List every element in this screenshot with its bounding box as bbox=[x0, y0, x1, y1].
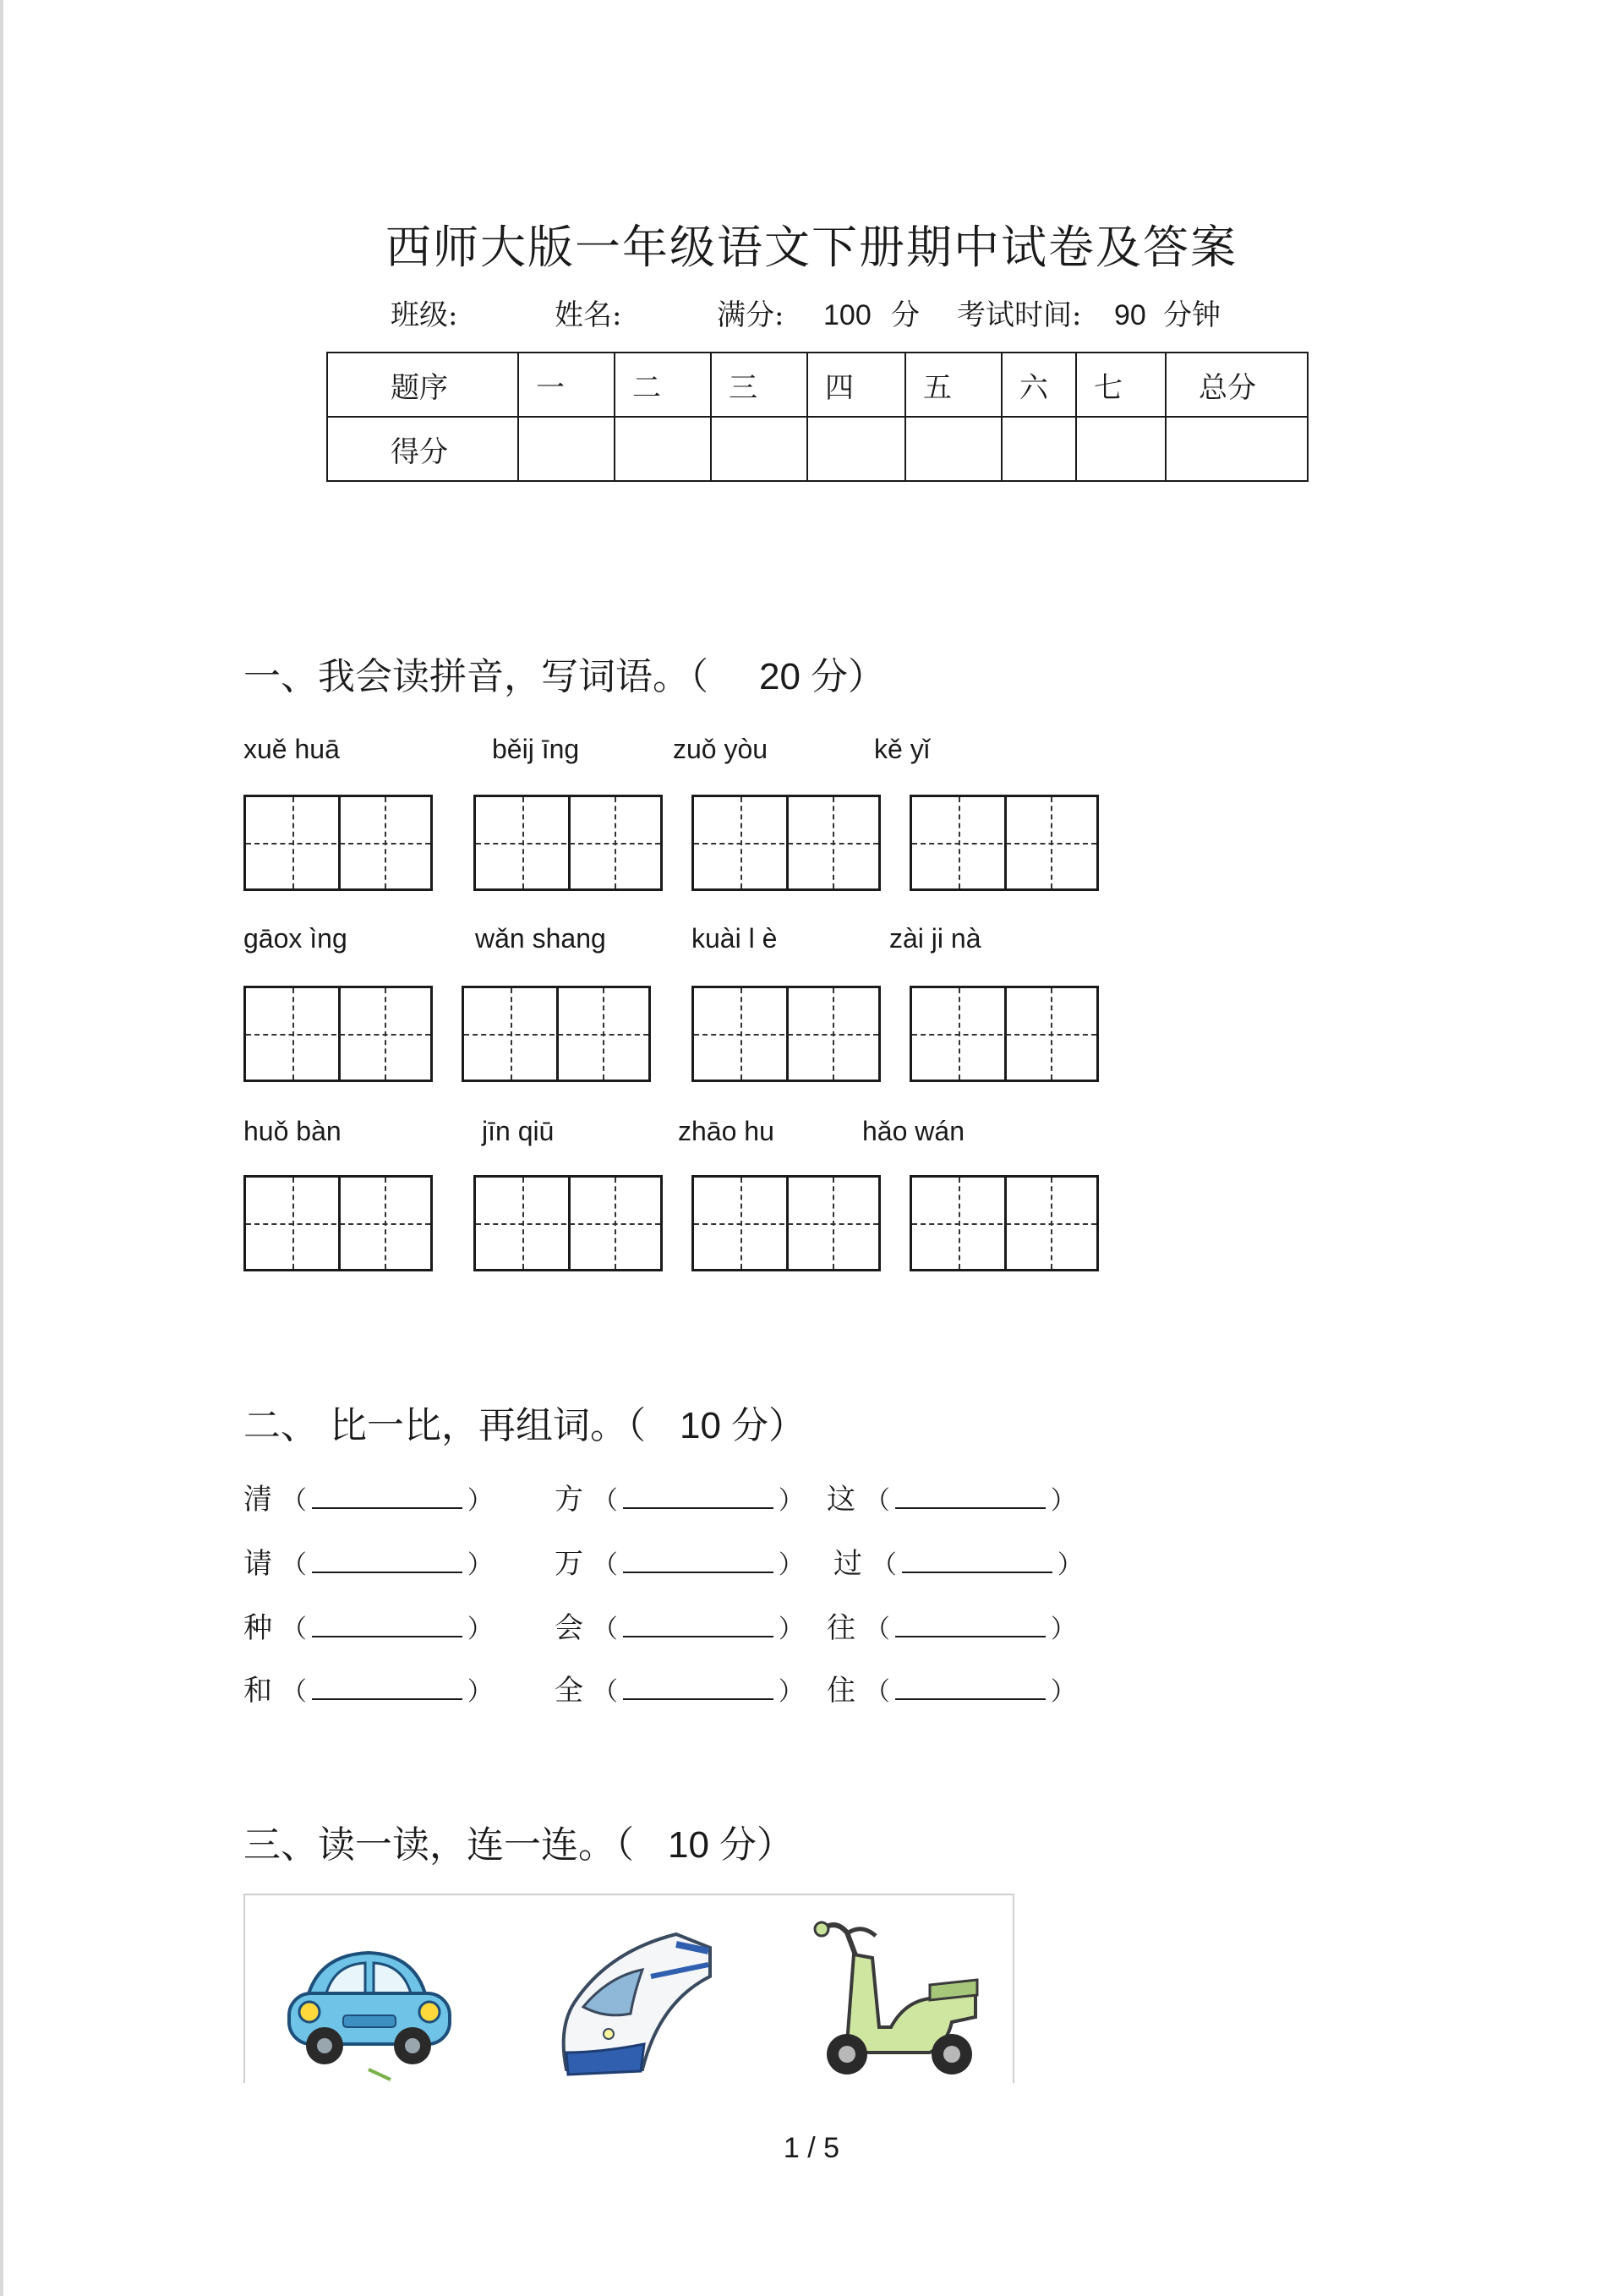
section1-unit: 分） bbox=[810, 655, 885, 698]
score-col-1: 一 bbox=[518, 353, 615, 417]
class-label: 班级: bbox=[391, 298, 458, 332]
compare-char: 请 bbox=[243, 1547, 272, 1581]
section2-unit: 分） bbox=[730, 1404, 806, 1447]
pinyin-9: huǒ bàn bbox=[243, 1116, 342, 1146]
answer-blank[interactable] bbox=[623, 1485, 773, 1509]
writing-grid[interactable] bbox=[243, 795, 433, 891]
compare-char: 住 bbox=[827, 1674, 855, 1708]
pinyin-10: jīn qiū bbox=[482, 1116, 555, 1146]
pinyin-3: zuǒ yòu bbox=[673, 734, 768, 764]
score-cell[interactable] bbox=[905, 417, 1002, 481]
answer-blank[interactable] bbox=[312, 1550, 462, 1573]
pinyin-5: gāox ìng bbox=[243, 923, 347, 954]
compare-item: 种 （ ） bbox=[243, 1611, 493, 1645]
section1-title-text: 一、我会读拼音，写词语。（ bbox=[243, 655, 708, 698]
writing-grid[interactable] bbox=[473, 795, 663, 891]
compare-item: 请 （ ） bbox=[243, 1547, 493, 1581]
answer-blank[interactable] bbox=[623, 1614, 773, 1637]
time-label: 考试时间: bbox=[957, 298, 1082, 332]
score-cell[interactable] bbox=[1002, 417, 1076, 481]
compare-item: 住 （ ） bbox=[827, 1674, 1076, 1708]
section2-points: 10 bbox=[680, 1405, 721, 1446]
pinyin-1: xuě huā bbox=[243, 734, 340, 764]
compare-item: 清 （ ） bbox=[243, 1483, 493, 1517]
answer-blank[interactable] bbox=[623, 1550, 773, 1573]
page-edge bbox=[0, 0, 3, 2296]
compare-char: 清 bbox=[243, 1483, 272, 1517]
compare-item: 往 （ ） bbox=[827, 1611, 1076, 1645]
pinyin-8: zài ji nà bbox=[889, 923, 981, 954]
compare-char: 往 bbox=[827, 1611, 855, 1645]
score-cell[interactable] bbox=[518, 417, 615, 481]
section3-title bbox=[243, 1814, 794, 1868]
compare-char: 方 bbox=[555, 1483, 583, 1517]
time-unit: 分钟 bbox=[1163, 298, 1221, 332]
compare-char: 会 bbox=[555, 1611, 583, 1645]
answer-blank[interactable] bbox=[312, 1614, 462, 1637]
writing-grid[interactable] bbox=[910, 986, 1099, 1082]
time-value: 90 bbox=[1114, 299, 1146, 331]
score-col-total: 总分 bbox=[1166, 353, 1308, 417]
pinyin-7: kuài l è bbox=[691, 923, 778, 954]
compare-char: 万 bbox=[555, 1547, 583, 1581]
pinyin-11: zhāo hu bbox=[678, 1116, 774, 1146]
name-label: 姓名: bbox=[555, 298, 622, 332]
scooter-picture[interactable] bbox=[803, 1917, 989, 2083]
picture-panel bbox=[243, 1894, 1014, 2083]
score-col-2: 二 bbox=[615, 353, 711, 417]
answer-blank[interactable] bbox=[312, 1676, 462, 1700]
pinyin-6: wǎn shang bbox=[475, 923, 606, 954]
section1-points: 20 bbox=[759, 656, 801, 697]
compare-item: 方 （ ） bbox=[555, 1483, 804, 1517]
compare-item: 和 （ ） bbox=[243, 1674, 493, 1708]
compare-item: 过 （ ） bbox=[833, 1547, 1083, 1581]
writing-grid[interactable] bbox=[243, 986, 433, 1082]
writing-grid[interactable] bbox=[691, 795, 881, 891]
section2-title bbox=[243, 1395, 806, 1449]
section3-points: 10 bbox=[668, 1824, 709, 1866]
pinyin-2: běij īng bbox=[492, 734, 580, 764]
full-score-unit: 分 bbox=[891, 298, 920, 332]
compare-char: 过 bbox=[833, 1547, 862, 1581]
compare-char: 和 bbox=[243, 1674, 272, 1708]
answer-blank[interactable] bbox=[902, 1550, 1052, 1573]
answer-blank[interactable] bbox=[895, 1676, 1046, 1700]
exam-meta bbox=[0, 296, 1623, 335]
score-cell[interactable] bbox=[615, 417, 711, 481]
full-score-label: 满分: bbox=[717, 298, 784, 332]
full-score-value: 100 bbox=[823, 299, 872, 331]
writing-grid[interactable] bbox=[691, 986, 881, 1082]
score-header-label: 题序 bbox=[327, 353, 518, 417]
score-col-6: 六 bbox=[1002, 353, 1076, 417]
compare-char: 全 bbox=[555, 1674, 583, 1708]
score-cell[interactable] bbox=[807, 417, 905, 481]
score-col-5: 五 bbox=[905, 353, 1002, 417]
train-picture[interactable] bbox=[549, 1926, 719, 2083]
score-table-score-row bbox=[327, 417, 1308, 481]
car-picture[interactable] bbox=[276, 1938, 462, 2081]
answer-blank[interactable] bbox=[895, 1614, 1046, 1637]
answer-blank[interactable] bbox=[623, 1676, 773, 1700]
compare-item: 这 （ ） bbox=[827, 1483, 1076, 1517]
writing-grid[interactable] bbox=[243, 1175, 433, 1271]
writing-grid[interactable] bbox=[462, 986, 651, 1082]
compare-item: 万 （ ） bbox=[555, 1547, 804, 1581]
score-cell[interactable] bbox=[711, 417, 807, 481]
page-title: 西师大版一年级语文下册期中试卷及答案 bbox=[385, 221, 1238, 274]
writing-grid[interactable] bbox=[910, 795, 1099, 891]
compare-char: 这 bbox=[827, 1483, 855, 1517]
section3-title-text: 三、读一读，连一连。（ bbox=[243, 1823, 634, 1867]
pinyin-4: kě yǐ bbox=[874, 734, 930, 764]
page-number: 1 / 5 bbox=[783, 2132, 840, 2164]
answer-blank[interactable] bbox=[895, 1485, 1046, 1509]
writing-grid[interactable] bbox=[910, 1175, 1099, 1271]
answer-blank[interactable] bbox=[312, 1485, 462, 1509]
score-table-header-row bbox=[327, 353, 1308, 417]
score-row-label: 得分 bbox=[327, 417, 518, 481]
score-table bbox=[326, 352, 1309, 482]
score-col-7: 七 bbox=[1076, 353, 1166, 417]
writing-grid[interactable] bbox=[691, 1175, 881, 1271]
score-col-4: 四 bbox=[807, 353, 905, 417]
section1-title bbox=[243, 646, 885, 700]
writing-grid[interactable] bbox=[473, 1175, 663, 1271]
score-cell[interactable] bbox=[1076, 417, 1166, 481]
compare-item: 全 （ ） bbox=[555, 1674, 804, 1708]
compare-item: 会 （ ） bbox=[555, 1611, 804, 1645]
section2-title-text: 二、 比一比，再组词。（ bbox=[243, 1404, 646, 1447]
score-col-3: 三 bbox=[711, 353, 807, 417]
compare-char: 种 bbox=[243, 1611, 272, 1645]
section3-unit: 分） bbox=[719, 1823, 794, 1867]
score-cell[interactable] bbox=[1166, 417, 1308, 481]
pinyin-12: hǎo wán bbox=[862, 1116, 965, 1146]
